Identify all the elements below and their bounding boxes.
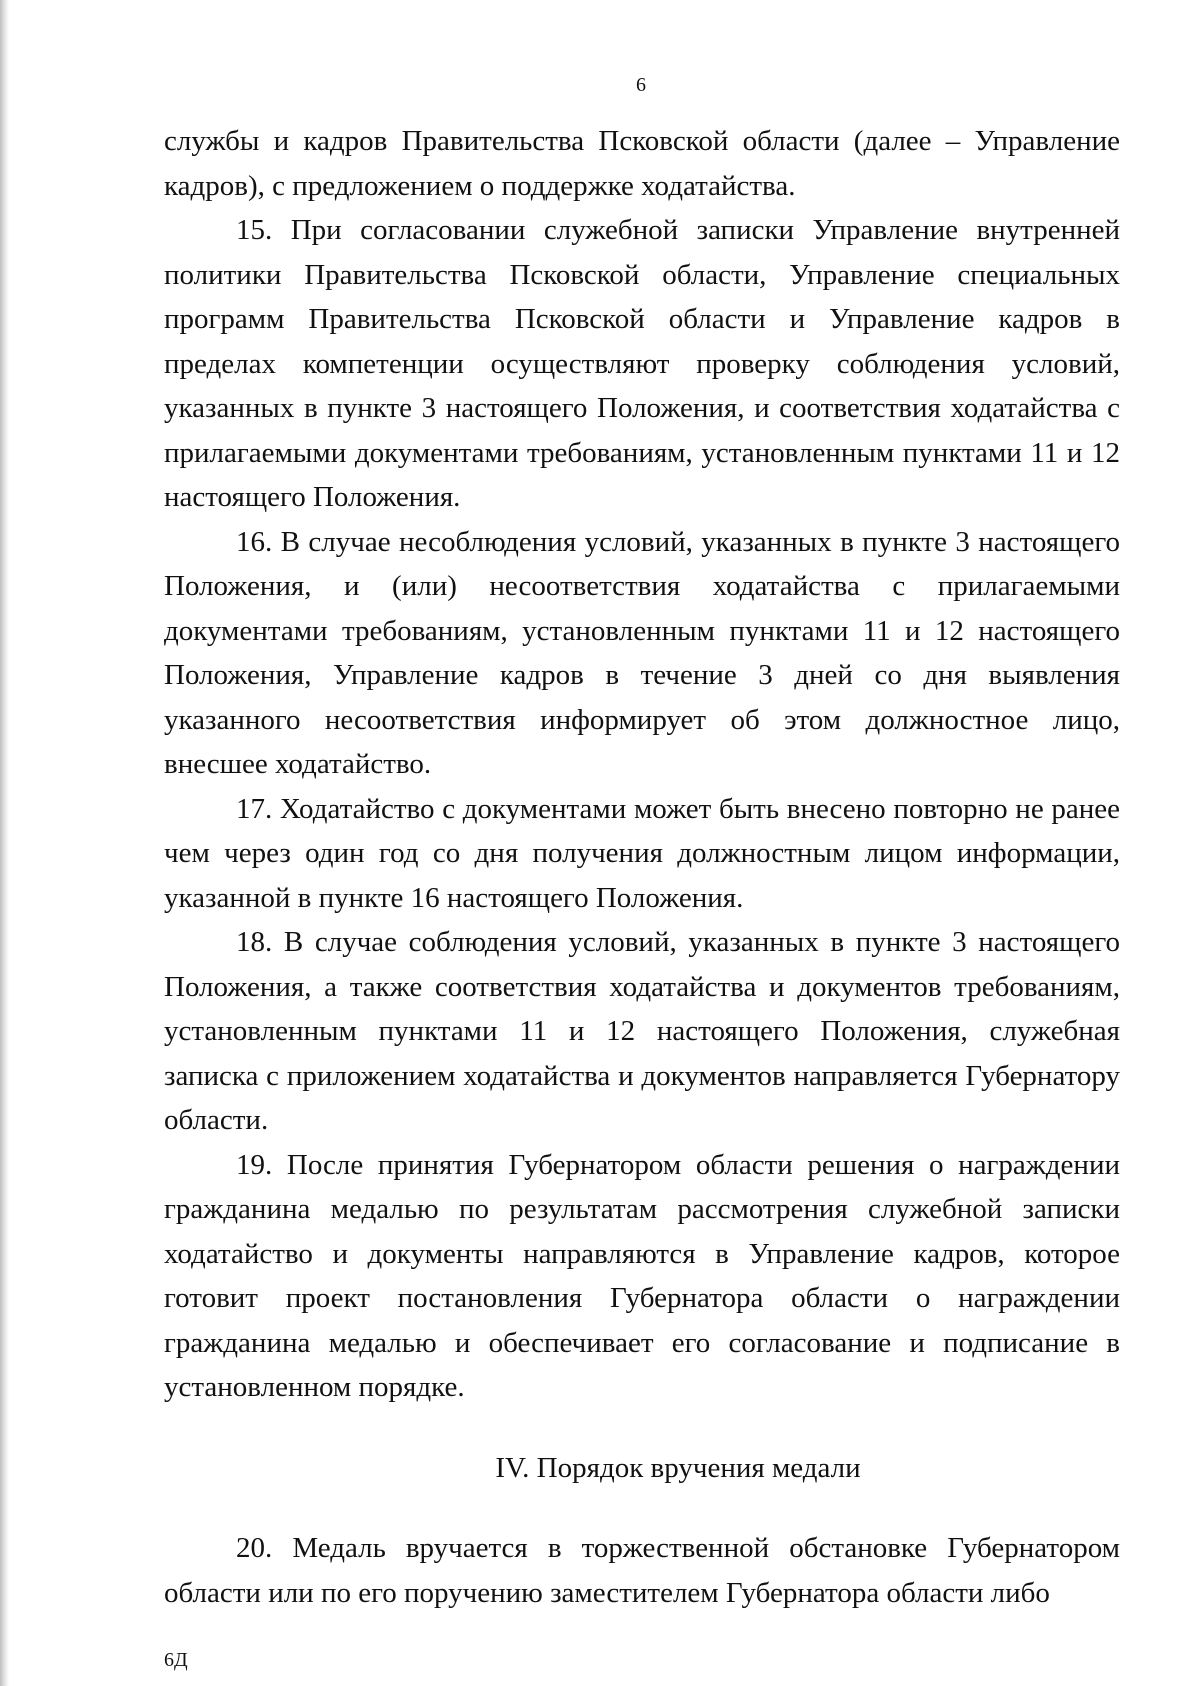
paragraph-20: 20. Медаль вручается в торжественной обстановке Губернатором области или по его поручению заместителем Губернатора области либо [164, 1532, 1120, 1609]
paragraph-17: 17. Ходатайство с документами может быть внесено повторно не ранее чем через один год со дня получения должностным лицом информации, указанной в пункте 16 настоящего Положения. [164, 792, 1120, 914]
paragraph-continuation: службы и кадров Правительства Псковской области (далее – Управление кадров), с предложением о поддержке ходатайства. [164, 125, 1120, 202]
paragraph-15: 15. При согласовании служебной записки Управление внутренней политики Правительства Псковской области, Управление специальных программ Правительства Псковской области и Управление кадров в пределах компетенции осуществляют проверку соблюдения условий, указанных в пункте 3 настоящего Положения, и соответствия ходатайства с прилагаемыми документами требованиям, установленным пунктами 11 и 12 настоящего Положения. [164, 214, 1120, 513]
paragraph-16: 16. В случае несоблюдения условий, указанных в пункте 3 настоящего Положения, и (или) несоответствия ходатайства с прилагаемыми документами требованиям, установленным пунктами 11 и 12 настоящего Положения, Управление кадров в течение 3 дней со дня выявления указанного несоответствия информирует об этом должностное лицо, внесшее ходатайство. [164, 525, 1120, 780]
paragraph-18: 18. В случае соблюдения условий, указанных в пункте 3 настоящего Положения, а также соответствия ходатайства и документов требованиям, установленным пунктами 11 и 12 настоящего Положения, служебная записка с приложением ходатайства и документов направляется Губернатору области. [164, 926, 1120, 1136]
page-number: 6 [636, 74, 646, 96]
scan-edge [0, 0, 9, 1686]
paragraph-19: 19. После принятия Губернатором области решения о награждении гражданина медалью по результатам рассмотрения служебной записки ходатайство и документы направляются в Управление кадров, которое готовит проект постановления Губернатора области о награждении гражданина медалью и обеспечивает его согласование и подписание в установленном порядке. [164, 1148, 1120, 1403]
document-body [164, 119, 1120, 1615]
section-heading: IV. Порядок вручения медали [495, 1451, 861, 1484]
footer-code: 6Д [164, 1649, 188, 1671]
